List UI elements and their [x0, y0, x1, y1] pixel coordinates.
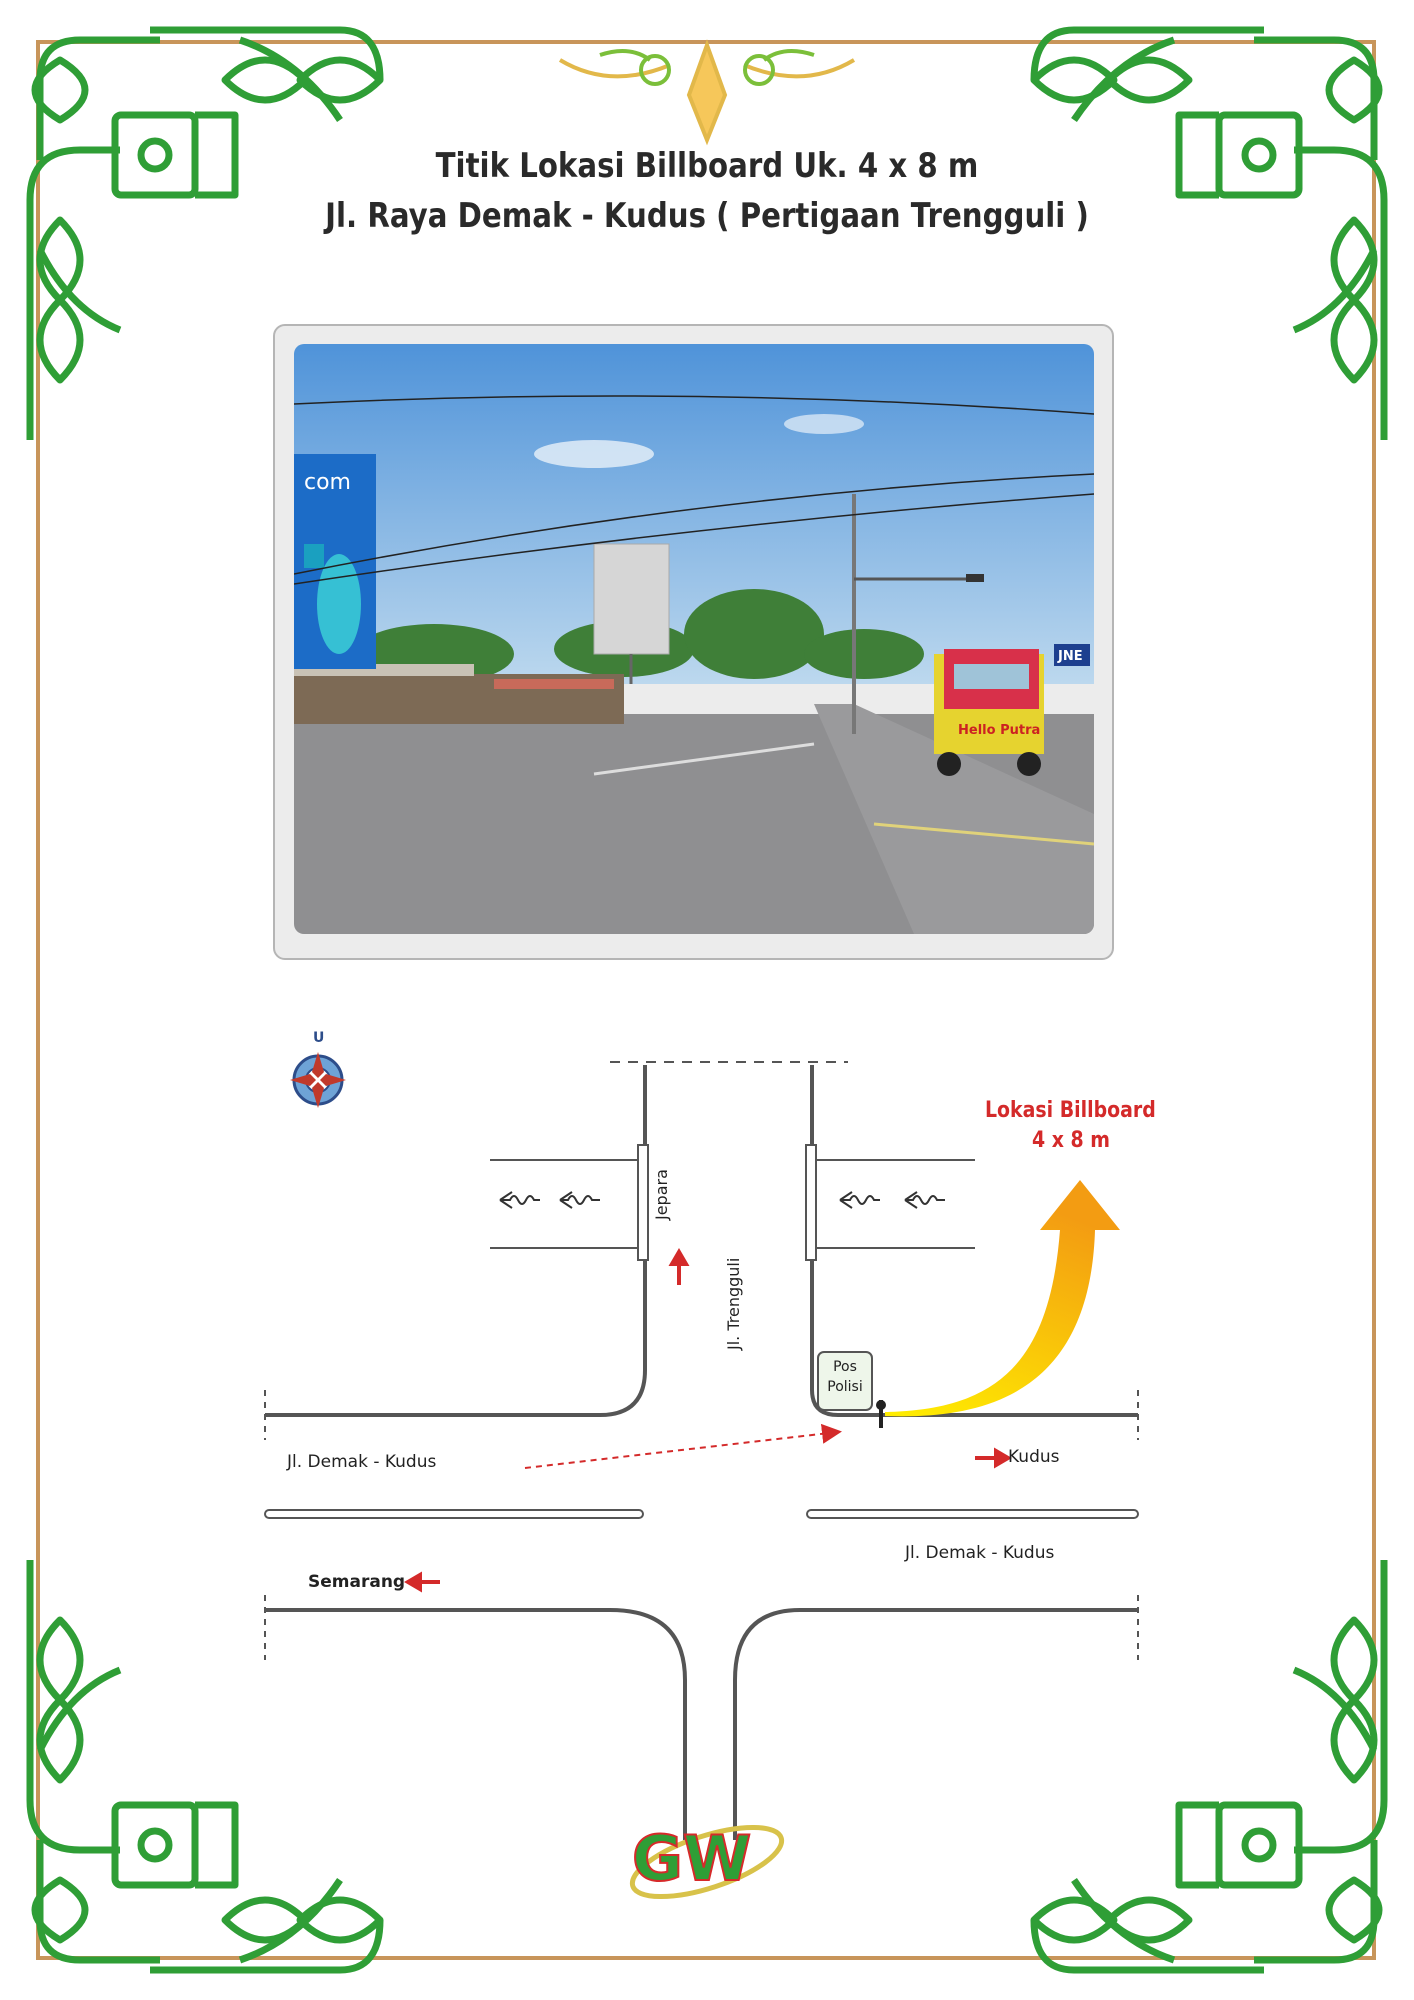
- jne-sign-text: JNE: [1058, 649, 1083, 664]
- compass-icon: [290, 1052, 346, 1108]
- company-logo: [625, 1813, 789, 1911]
- direction-west-label: Semarang: [308, 1572, 406, 1592]
- railway-gate-west: [638, 1145, 648, 1260]
- median-east: [807, 1510, 1138, 1518]
- main-road-west-label: Jl. Demak - Kudus: [287, 1452, 437, 1472]
- road-north-direction-label: Jepara: [652, 1169, 671, 1220]
- billboard-pointer-arrow: [885, 1180, 1120, 1416]
- page-title-line2: Jl. Raya Demak - Kudus ( Pertigaan Trengguli ): [325, 196, 1089, 236]
- pointer-line: [525, 1432, 838, 1468]
- billboard-location-label: Lokasi Billboard: [985, 1098, 1156, 1123]
- railway-gate-east: [806, 1145, 816, 1260]
- squiggle-arrows: [500, 1192, 945, 1208]
- page-title-line1: Titik Lokasi Billboard Uk. 4 x 8 m: [435, 146, 979, 186]
- ad-text: com: [304, 470, 351, 495]
- median-west: [265, 1510, 643, 1518]
- truck-text: Hello Putra: [958, 723, 1041, 738]
- police-post-label: Pos Polisi: [827, 1359, 863, 1395]
- billboard-size-label: 4 x 8 m: [1032, 1128, 1111, 1153]
- logo-text: GW: [632, 1822, 752, 1895]
- main-road-east-label: Jl. Demak - Kudus: [905, 1543, 1055, 1563]
- compass-north-label: U: [313, 1030, 325, 1046]
- road-north-name-label: Jl. Trengguli: [724, 1257, 743, 1350]
- direction-east-label: Kudus: [1008, 1447, 1060, 1467]
